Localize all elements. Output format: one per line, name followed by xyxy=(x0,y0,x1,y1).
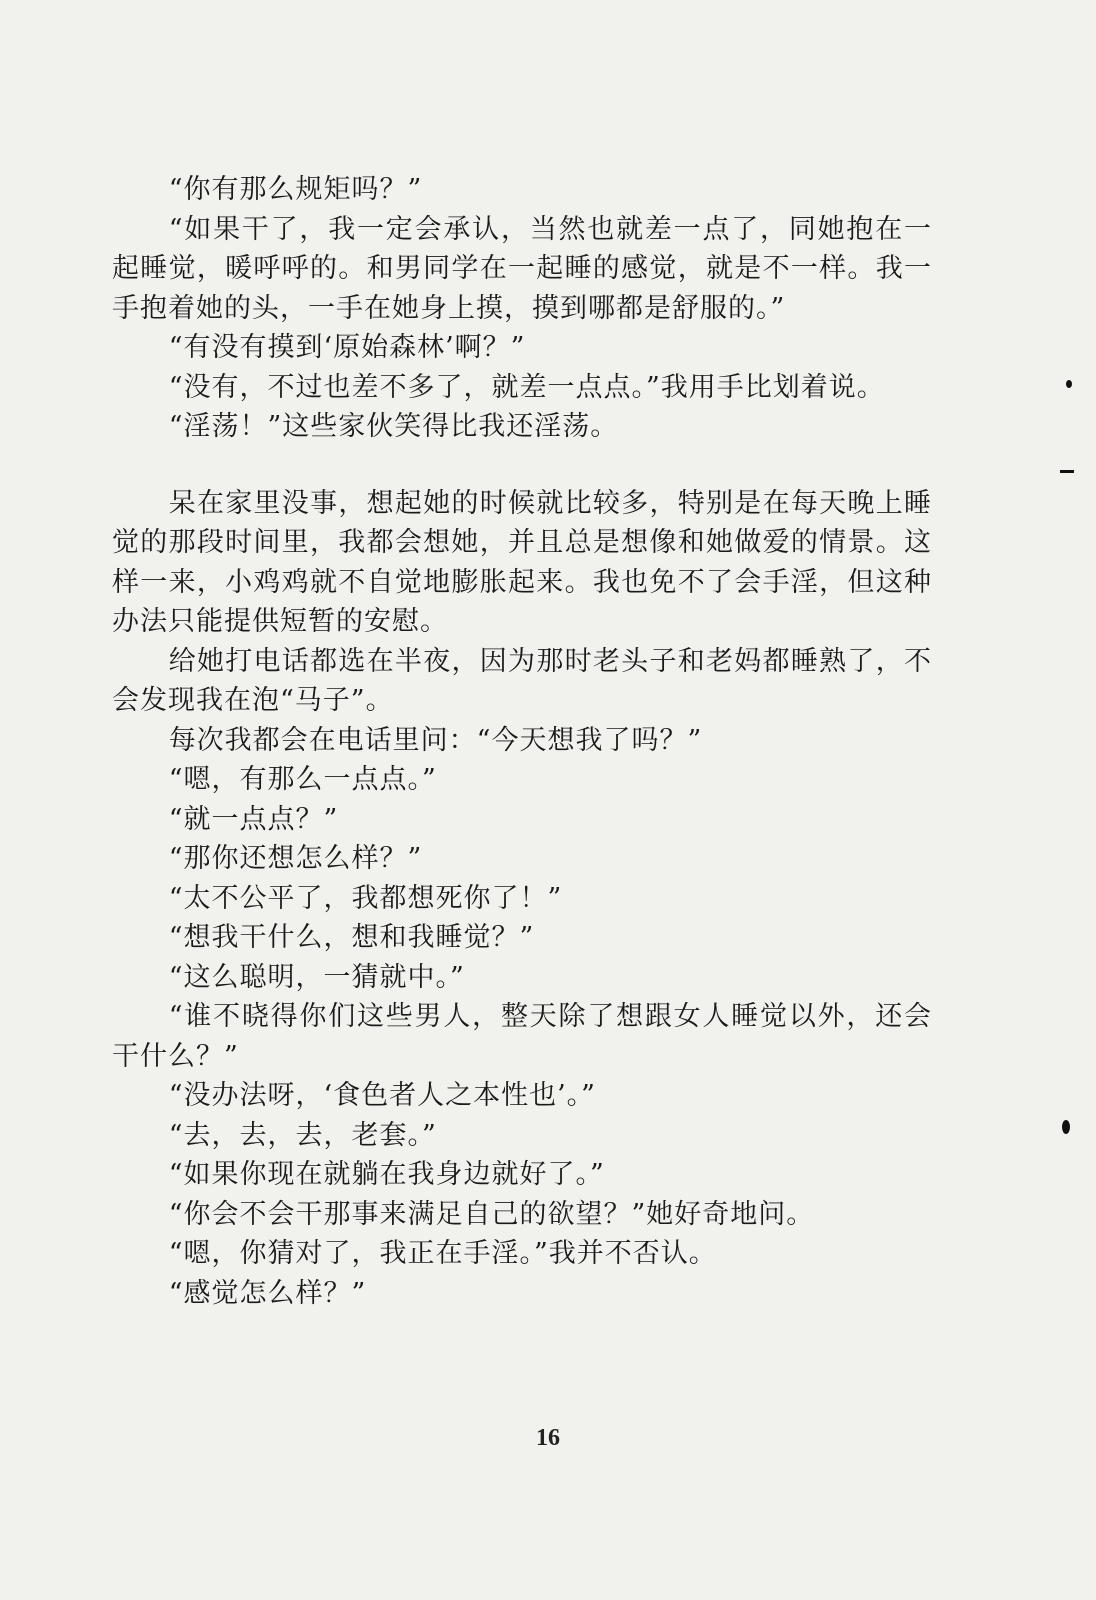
paragraph: “感觉怎么样？” xyxy=(168,1277,367,1309)
paragraph: “如果干了，我一定会承认，当然也就差一点了，同她抱在一起睡觉，暖呼呼的。和男同学在一起睡的感觉，就是不一样。我一手抱着她的头，一手在她身上摸，摸到哪都是舒服的。” xyxy=(112,213,932,324)
scan-speck xyxy=(1066,380,1072,388)
paragraph: 每次我都会在电话里问：“今天想我了吗？” xyxy=(168,724,703,756)
paragraph: “太不公平了，我都想死你了！” xyxy=(168,882,563,914)
section-break xyxy=(112,447,932,484)
paragraph: “没办法呀，‘食色者人之本性也’。” xyxy=(168,1080,596,1111)
paragraph: “你会不会干那事来满足自己的欲望？”她好奇地问。 xyxy=(168,1198,815,1230)
paragraph: 呆在家里没事，想起她的时候就比较多，特别是在每天晚上睡觉的那段时间里，我都会想她，并且总是想像和她做爱的情景。这样一来，小鸡鸡就不自觉地膨胀起来。我也免不了会手淫，但这种办法只能提供短暂的安慰。 xyxy=(112,487,932,637)
body-text xyxy=(112,170,932,1313)
page-number: 16 xyxy=(536,1425,560,1451)
paragraph: “想我干什么，想和我睡觉？” xyxy=(168,922,535,953)
paragraph: 给她打电话都选在半夜，因为那时老头子和老妈都睡熟了，不会发现我在泡“马子”。 xyxy=(112,645,932,716)
paragraph: “有没有摸到‘原始森林’啊？” xyxy=(168,332,526,363)
scan-speck xyxy=(1062,1120,1070,1134)
paragraph: “嗯，你猜对了，我正在手淫。”我并不否认。 xyxy=(168,1238,717,1269)
paragraph: “这么聪明，一猜就中。” xyxy=(168,961,465,993)
scan-speck xyxy=(1060,470,1074,473)
paragraph: “没有，不过也差不多了，就差一点点。”我用手比划着说。 xyxy=(168,371,885,403)
paragraph: “嗯，有那么一点点。” xyxy=(168,764,437,795)
paragraph: “就一点点？” xyxy=(168,803,339,835)
paragraph: “那你还想怎么样？” xyxy=(168,843,423,874)
paragraph: “谁不晓得你们这些男人，整天除了想跟女人睡觉以外，还会干什么？” xyxy=(112,1001,932,1072)
paragraph: “去，去，去，老套。” xyxy=(168,1119,437,1151)
paragraph: “淫荡！”这些家伙笑得比我还淫荡。 xyxy=(168,411,619,442)
paragraph: “你有那么规矩吗？” xyxy=(168,174,423,205)
paragraph: “如果你现在就躺在我身边就好了。” xyxy=(168,1159,605,1190)
